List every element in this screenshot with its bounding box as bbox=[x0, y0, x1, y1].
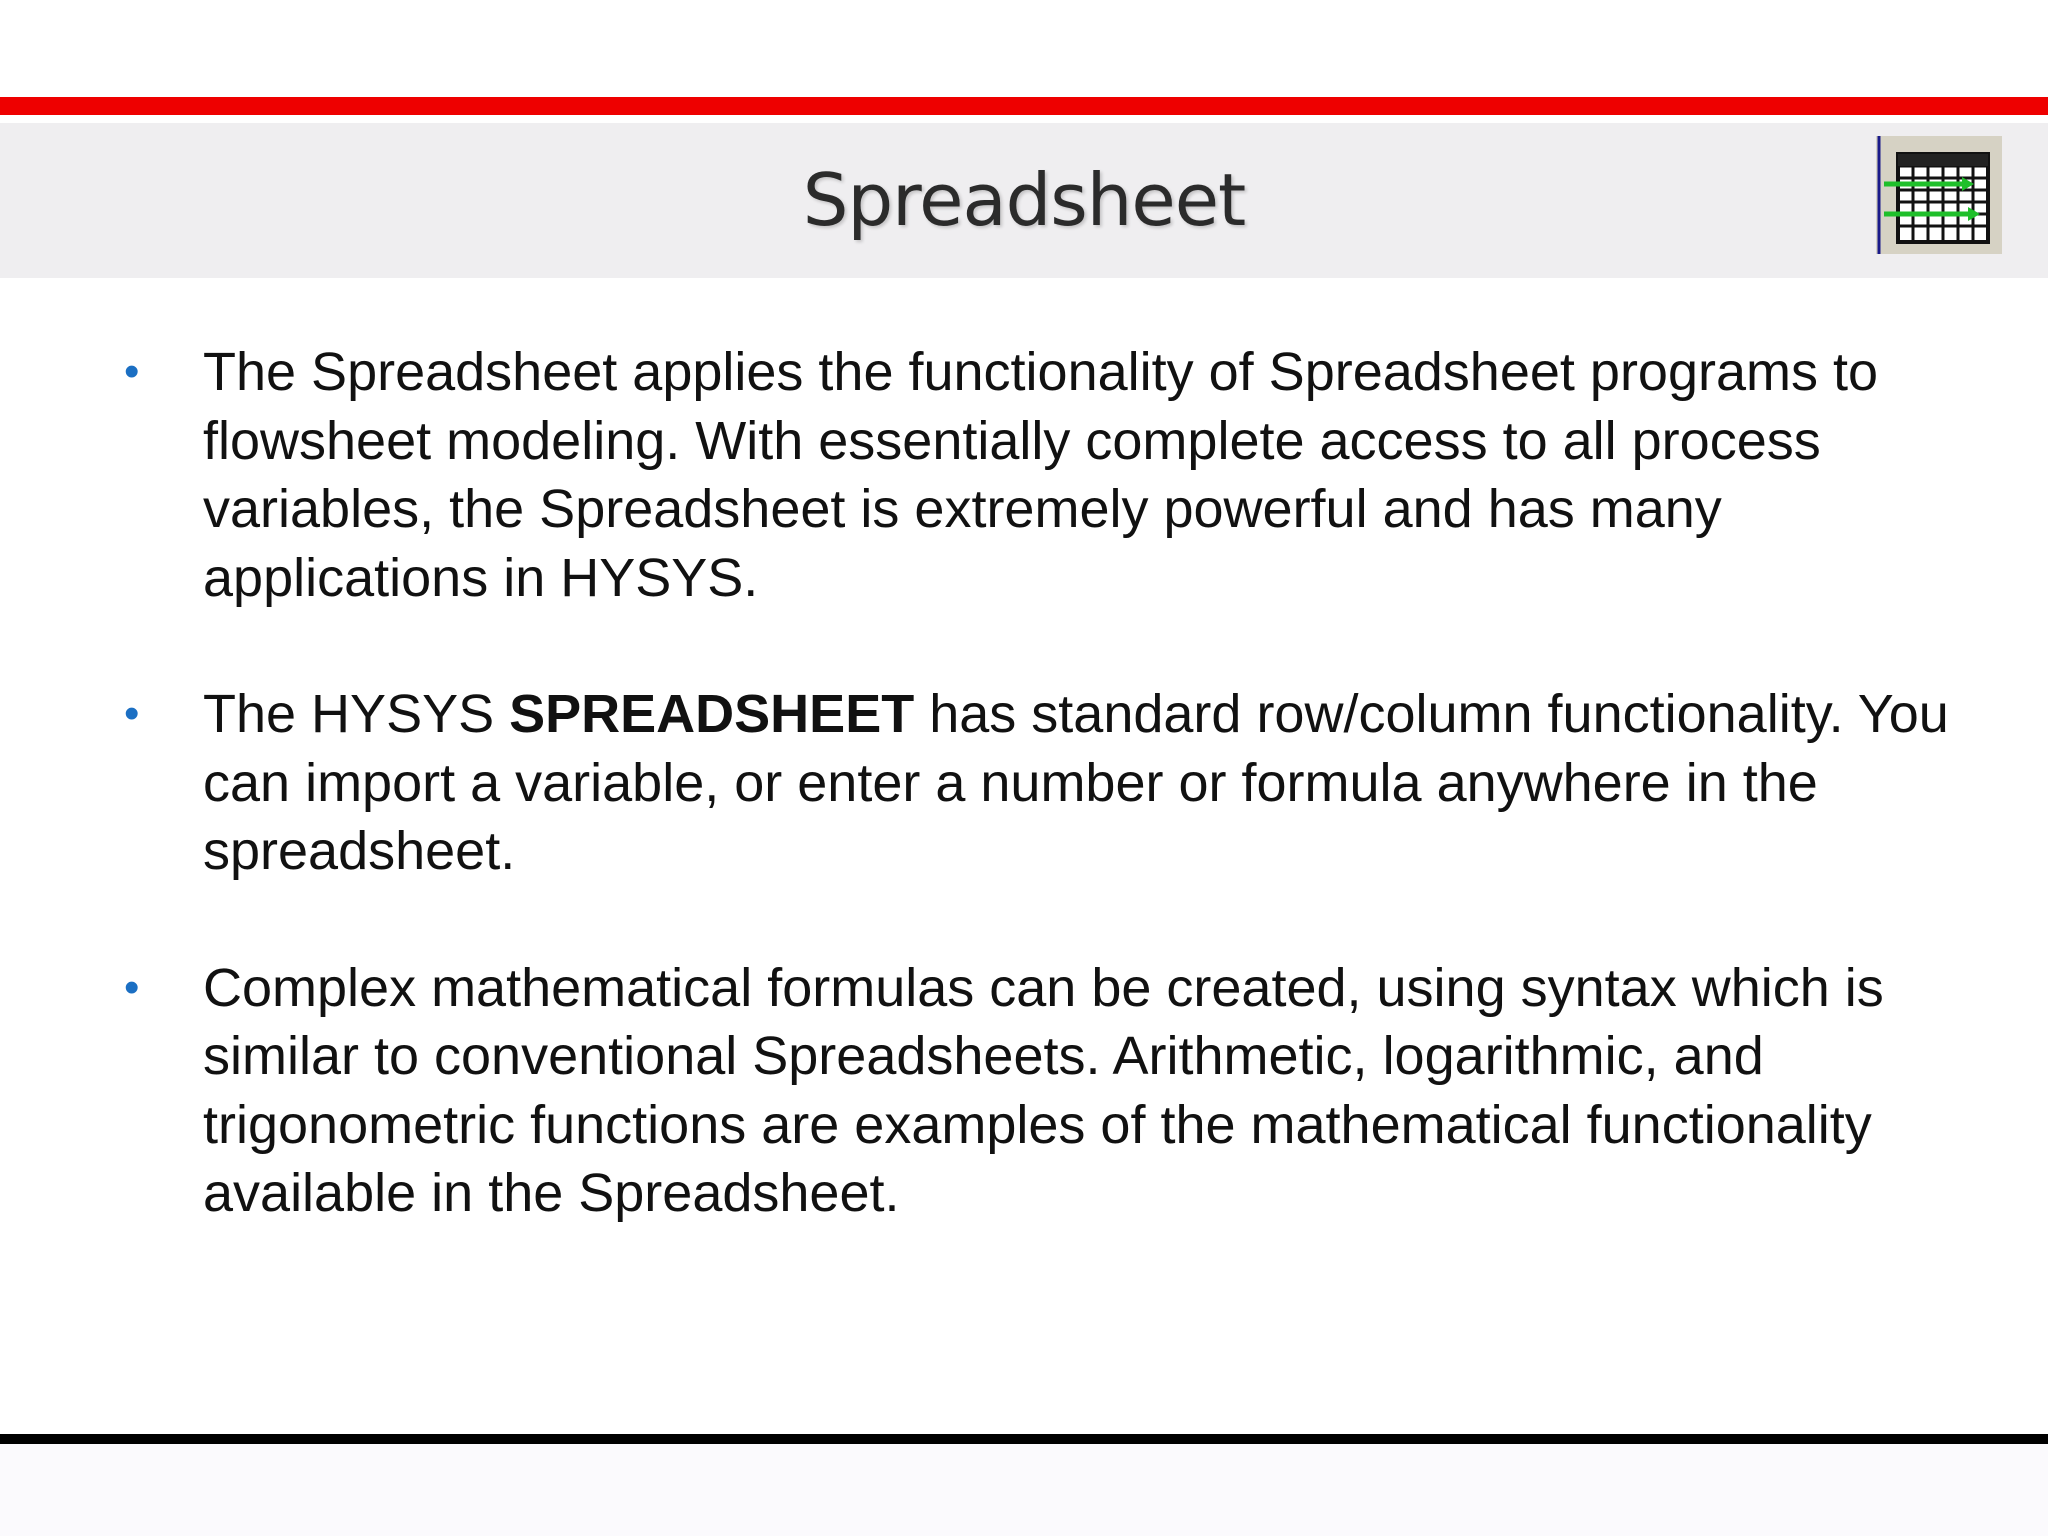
bullet-text-bold: SPREADSHEET bbox=[509, 684, 915, 744]
bullet-item bbox=[0, 954, 1953, 1228]
spreadsheet-grid-icon bbox=[1876, 136, 2002, 254]
bullet-marker: • bbox=[124, 689, 140, 738]
footer-black-rule bbox=[0, 1434, 2048, 1444]
header-red-rule bbox=[0, 97, 2048, 115]
bullet-marker: • bbox=[124, 347, 140, 396]
bullet-text-after: has standard row/column functionality. You can import a variable, or enter a number or formula anywhere in the spreadsheet. bbox=[203, 684, 1949, 881]
footer-band bbox=[0, 1444, 2048, 1536]
bullet-text-before: The HYSYS bbox=[203, 684, 510, 744]
top-margin bbox=[0, 0, 2048, 97]
bullet-text: Complex mathematical formulas can be created, using syntax which is similar to conventional Spreadsheets. Arithmetic, logarithmic, and trigonometric functions are examples of the mathematical functionality available in the Spreadsheet. bbox=[203, 957, 1884, 1223]
bullet-marker: • bbox=[124, 962, 140, 1012]
bullet-item bbox=[0, 338, 1953, 612]
slide-title: Spreadsheet bbox=[802, 158, 1246, 242]
bullet-text: The Spreadsheet applies the functionality of Spreadsheet programs to flowsheet modeling. With essentially complete access to all process variables, the Spreadsheet is extremely powerful and has many applications in HYSYS. bbox=[203, 342, 1879, 608]
bullet-list bbox=[0, 338, 2048, 1296]
bullet-item bbox=[0, 680, 1953, 886]
